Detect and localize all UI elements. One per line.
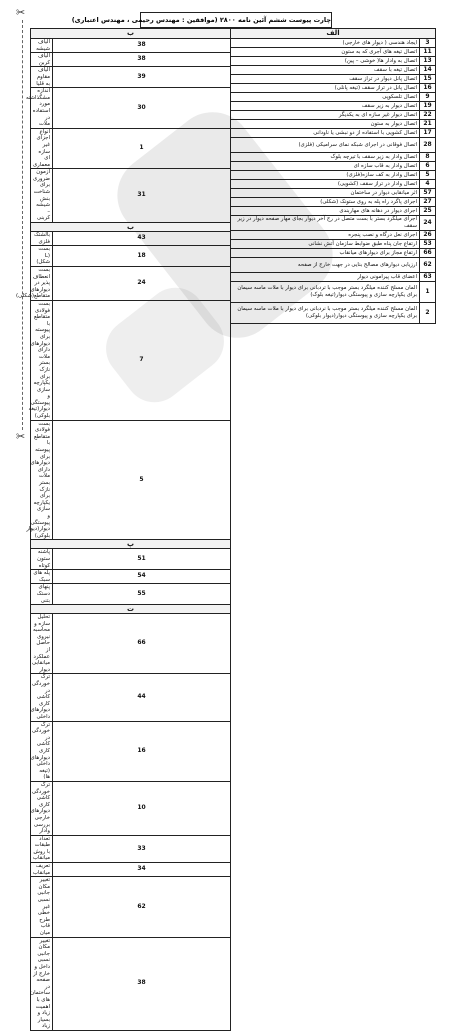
- section-letter: پ: [31, 540, 231, 549]
- index-table-left: [15, 28, 231, 1031]
- page-number: 9: [420, 93, 436, 102]
- topic-text: اتصال وادار در تراز سقف (کشویی): [231, 180, 420, 189]
- topic-text: ارزیابی دیوارهای مصالح بنایی در جهت خارج از صفحه: [231, 258, 420, 273]
- table-row: [31, 128, 231, 169]
- table-row: [31, 937, 231, 1030]
- page-number: 57: [420, 189, 436, 198]
- table-row: [31, 246, 231, 267]
- page-number: 5: [53, 420, 231, 540]
- topic-text: ترک خوردگی کاشی کاری دیوارهای خارجی بررسی وادار: [31, 781, 53, 835]
- page-number: 13: [420, 57, 436, 66]
- table-row: [231, 180, 436, 189]
- table-row: [231, 153, 436, 162]
- topic-text: تحلیل سازه و محاسبه نیروی حاصل از عملکرد میانقابی دیوار: [31, 614, 53, 674]
- page-number: 66: [53, 614, 231, 674]
- table-row: [31, 300, 231, 420]
- table-row: [231, 102, 436, 111]
- page-number: 66: [420, 249, 436, 258]
- table-row: [231, 171, 436, 180]
- table-row: [231, 75, 436, 84]
- table-row: [31, 584, 231, 605]
- page-number: 28: [420, 138, 436, 153]
- topic-text: الیاف مقاوم به قلیا: [31, 67, 53, 88]
- page-number: 24: [420, 216, 436, 231]
- topic-text: بست فولادی متقاطع با پیوسته برای دیوارهای دارای ملات بستر نازک برای یکپارچه سازی و پیوستگی دیوار(دیوار بلوکی): [31, 420, 53, 540]
- page-number: 26: [420, 231, 436, 240]
- table-row: [31, 53, 231, 67]
- page-number: 6: [420, 162, 436, 171]
- table-row: [231, 162, 436, 171]
- topic-text: اتصال تلسکوپی: [231, 93, 420, 102]
- topic-text: تغییر مکان جانبی نسبی داخل و خارج از صفحه در ساختمان های با اهمیت زیاد و بسیار زیاد: [31, 937, 53, 1030]
- page-number: 62: [53, 877, 231, 937]
- topic-text: اتصال دیوار غیر سازه ای به یکدیگر: [231, 111, 420, 120]
- topic-text: اندازه مشگذاشته مورد استفاده در ملات: [31, 88, 53, 129]
- scissors-icon: ✂: [16, 6, 26, 19]
- page-number: 17: [420, 129, 436, 138]
- table-row: [231, 84, 436, 93]
- topic-text: پله های سبک: [31, 570, 53, 584]
- section-letter: ب: [31, 29, 231, 39]
- table-row: [231, 120, 436, 129]
- topic-text: بست فولادی متقاطع با پیوسته برای دیوارهای دارای ملات بستر نازک برای یکپارچه سازی و پیوستگی دیوار(تیغه بلوکی): [31, 300, 53, 420]
- page-number: 38: [53, 39, 231, 53]
- page-number: 3: [420, 39, 436, 48]
- page-number: 1: [53, 128, 231, 169]
- topic-text: ترک خوردگی در کاشی کاری دیوارهای داخلی (تیغه ها): [31, 721, 53, 781]
- section-header-row: [31, 540, 231, 549]
- table-row: [231, 111, 436, 120]
- table-row: [231, 216, 436, 231]
- scissors-icon: ✂: [16, 430, 26, 443]
- topic-text: بست (L شکل): [31, 246, 53, 267]
- table-row: [231, 273, 436, 282]
- section-letter: ب: [31, 223, 231, 232]
- topic-text: اتصال دیوار به زیر سقف: [231, 102, 420, 111]
- table-row: [231, 207, 436, 216]
- section-header-row: [31, 29, 231, 39]
- page-number: 22: [420, 111, 436, 120]
- table-row: [31, 877, 231, 937]
- section-header-row: [31, 605, 231, 614]
- table-row: [231, 93, 436, 102]
- page-number: 30: [53, 88, 231, 129]
- page-number: 5: [420, 171, 436, 180]
- topic-text: اثر میانقابی دیوار در ساختمان: [231, 189, 420, 198]
- page-number: 62: [420, 258, 436, 273]
- topic-text: اجرای پاگرد راه پله به روی ستونک (شکلی): [231, 198, 420, 207]
- topic-text: اجرای نعل درگاه و نصب پنجره: [231, 231, 420, 240]
- table-row: [31, 420, 231, 540]
- table-row: [231, 240, 436, 249]
- topic-text: اتصال فوقانی در اجرای شبکه نمای سرامیکی (فلزی): [231, 138, 420, 153]
- page-title: چارت پیوست ششم آئین نامه ۲۸۰۰ (موافقین : مهندس رحیمی ، مهندس اعتباری): [140, 12, 332, 28]
- topic-text: تعداد طبقات با روش میانقاب: [31, 835, 53, 862]
- page-number: 54: [53, 570, 231, 584]
- table-row: [231, 303, 436, 324]
- topic-text: ارتفاع جان پناه طبق ضوابط سازمان آتش نشانی: [231, 240, 420, 249]
- page-number: 7: [53, 300, 231, 420]
- table-row: [31, 267, 231, 301]
- page-number: 25: [420, 207, 436, 216]
- table-row: [31, 169, 231, 223]
- table-row: [231, 231, 436, 240]
- topic-text: اتصال کشویی با استفاده از دو نبشی یا ناودانی: [231, 129, 420, 138]
- topic-text: پاشنه ستون کوتاه: [31, 549, 53, 570]
- page-number: 21: [420, 120, 436, 129]
- topic-text: تعریف میانقاب: [31, 863, 53, 877]
- page-number: 53: [420, 240, 436, 249]
- topic-text: آزمون ضروری برای شناخت بنش شیشه – کربنی: [31, 169, 53, 223]
- topic-text: بست انعطاف پذیر در دیوارهای متقاطع(شکلی): [31, 267, 53, 301]
- page-number: 10: [53, 781, 231, 835]
- page-number: 33: [53, 835, 231, 862]
- page-number: 16: [420, 84, 436, 93]
- section-letter: ت: [31, 605, 231, 614]
- table-row: [31, 835, 231, 862]
- topic-text: المان مسلح کننده میلگرد بستر موجب با تردبانی برای دیوار با ملات ماسه سیمان برای یکپارچه سازی و پیوستگی دیوار(تیغه بلوک): [231, 282, 420, 303]
- page-number: 19: [420, 102, 436, 111]
- topic-text: الیاف کربن: [31, 53, 53, 67]
- topic-text: پنهای دستک بتنی: [31, 584, 53, 605]
- table-row: [231, 189, 436, 198]
- topic-text: بالشتک فلزی: [31, 232, 53, 246]
- table-row: [31, 39, 231, 53]
- page-number: 1: [420, 282, 436, 303]
- topic-text: اتصال وادار به کف سازه(فلزی): [231, 171, 420, 180]
- page-number: 51: [53, 549, 231, 570]
- topic-text: ایجاد هندسی ( دیوار های خارجی): [231, 39, 420, 48]
- topic-text: تغییر مکان جانبی نسبی غیر خطی طرح قاب میان: [31, 877, 53, 937]
- topic-text: اتصال دیوار به ستون: [231, 120, 420, 129]
- index-table-right: [230, 28, 436, 324]
- table-row: [31, 570, 231, 584]
- table-row: [31, 721, 231, 781]
- page-number: 11: [420, 48, 436, 57]
- page-number: 16: [53, 721, 231, 781]
- page-number: 34: [53, 863, 231, 877]
- section-header-row: [31, 223, 231, 232]
- table-row: [31, 614, 231, 674]
- topic-text: ارتفاع مجاز برای دیوارهای میانقاب: [231, 249, 420, 258]
- section-letter: الف: [231, 29, 436, 39]
- table-row: [231, 249, 436, 258]
- page-number: 63: [420, 273, 436, 282]
- table-row: [31, 88, 231, 129]
- topic-text: اعضای قاب پیرامونی دیوار: [231, 273, 420, 282]
- page-number: 27: [420, 198, 436, 207]
- page-number: 24: [53, 267, 231, 301]
- table-row: [31, 863, 231, 877]
- topic-text: اتصال پانل دیوار در تراز سقف: [231, 75, 420, 84]
- page-number: 38: [53, 53, 231, 67]
- page-number: 31: [53, 169, 231, 223]
- topic-text: ترک خوردگی در کاشی کاری دیوارهای داخلی: [31, 674, 53, 721]
- table-row: [231, 57, 436, 66]
- table-row: [231, 129, 436, 138]
- topic-text: اجرای میلگرد بستر با بست متصل در رج آخر دیوار بجای مهار صفحه دیوار در زیر سقف: [231, 216, 420, 231]
- topic-text: اجرای دیوار در دهانه های مهاربندی: [231, 207, 420, 216]
- table-row: [231, 282, 436, 303]
- topic-text: اتصال تیغه های آجری که به ستون: [231, 48, 420, 57]
- table-row: [231, 39, 436, 48]
- table-row: [231, 66, 436, 75]
- page-number: 15: [420, 75, 436, 84]
- topic-text: اتصال وادار به قاب سازه ای: [231, 162, 420, 171]
- page-number: 4: [420, 180, 436, 189]
- page-number: 18: [53, 246, 231, 267]
- page-number: 44: [53, 674, 231, 721]
- page-number: 38: [53, 937, 231, 1030]
- table-row: [231, 48, 436, 57]
- page-number: 55: [53, 584, 231, 605]
- cut-line: [22, 20, 23, 430]
- page-number: 39: [53, 67, 231, 88]
- topic-text: المان مسلح کننده میلگرد بستر موجب با نردبانی برای دیوار با ملات ماسه سیمان برای یکپارچه سازی و پیوستگی دیوار(دیوار بلوکی): [231, 303, 420, 324]
- section-header-row: [231, 29, 436, 39]
- page-number: 8: [420, 153, 436, 162]
- topic-text: اتصال به وادار ها( خوشی – پین): [231, 57, 420, 66]
- topic-text: اتصال وادار به زیر سقف با تیرچه بلوک: [231, 153, 420, 162]
- topic-text: الیاف شیشه: [31, 39, 53, 53]
- table-row: [231, 138, 436, 153]
- table-row: [31, 67, 231, 88]
- table-row: [31, 674, 231, 721]
- table-row: [31, 781, 231, 835]
- page-number: 14: [420, 66, 436, 75]
- table-row: [31, 549, 231, 570]
- table-row: [31, 232, 231, 246]
- table-row: [231, 198, 436, 207]
- topic-text: اتصال تیغه با سقف: [231, 66, 420, 75]
- page-number: 2: [420, 303, 436, 324]
- table-row: [231, 258, 436, 273]
- topic-text: انواع اجزای غیر سازه ای معماری: [31, 128, 53, 169]
- page-number: 43: [53, 232, 231, 246]
- topic-text: اتصال پانل در تراز سقف (تیغه پانلی): [231, 84, 420, 93]
